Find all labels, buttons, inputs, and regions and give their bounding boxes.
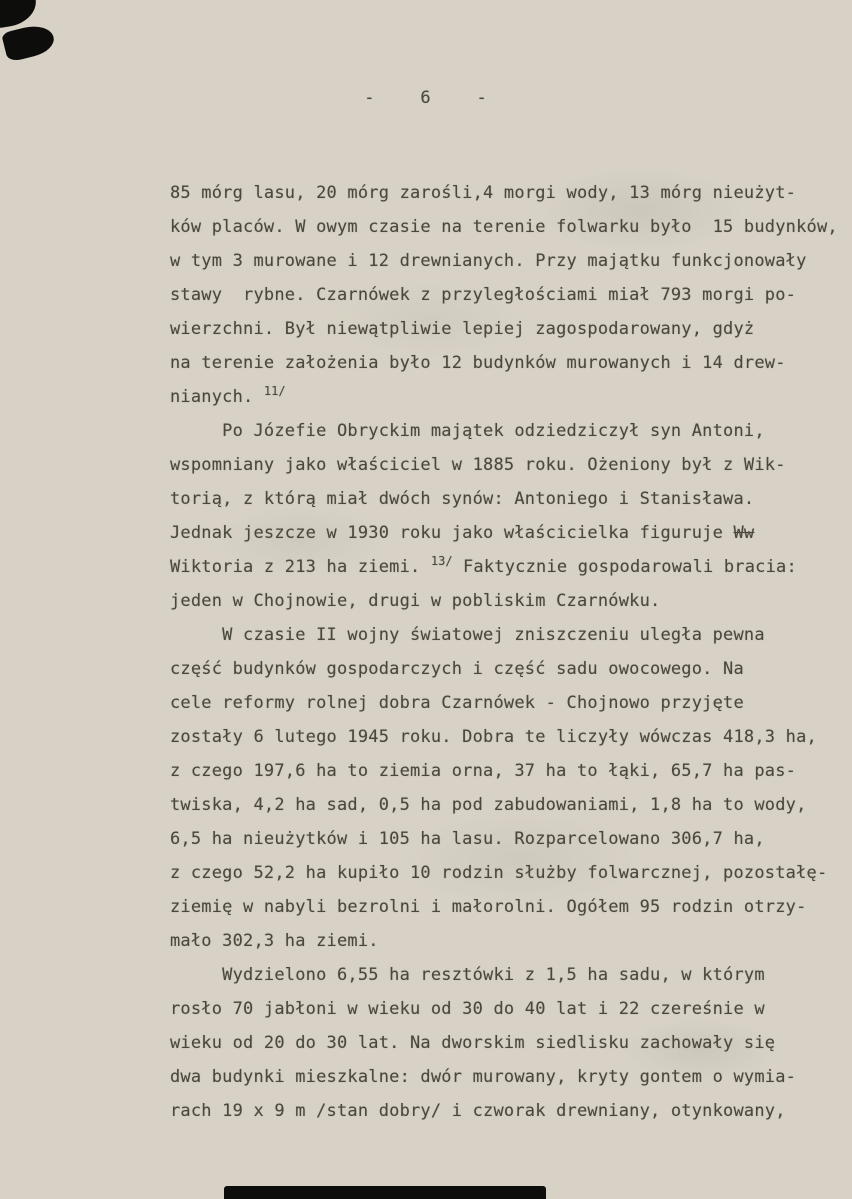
text-line: twiska, 4,2 ha sad, 0,5 ha pod zabudowaniami, 1,8 ha to wody, bbox=[170, 795, 807, 815]
text-line: na terenie założenia było 12 budynków murowanych i 14 drew- bbox=[170, 353, 786, 373]
footnote-ref: 13/ bbox=[430, 554, 453, 568]
text-line: Wiktoria z 213 ha ziemi. $^{13/}$ Faktycznie gospodarowali bracia: bbox=[170, 554, 797, 577]
text-line: nianych. $^{11/}$ bbox=[170, 384, 286, 407]
text-line: W czasie II wojny światowej zniszczeniu uległa pewna bbox=[170, 625, 765, 645]
text-line: torią, z którą miał dwóch synów: Antoniego i Stanisława. bbox=[170, 489, 755, 509]
text-line: stawy rybne. Czarnówek z przyległościami miał 793 morgi po- bbox=[170, 285, 797, 305]
paragraph bbox=[170, 618, 852, 958]
paragraph bbox=[170, 176, 852, 414]
text-line: Po Józefie Obryckim majątek odziedziczył syn Antoni, bbox=[170, 421, 765, 441]
text-line: z czego 52,2 ha kupiło 10 rodzin służby folwarcznej, pozostałę- bbox=[170, 863, 828, 883]
scan-artifact-corner-top bbox=[0, 0, 39, 28]
text-line: wieku od 20 do 30 lat. Na dworskim siedlisku zachowały się bbox=[170, 1033, 776, 1053]
paragraph bbox=[170, 414, 852, 618]
text-line: zostały 6 lutego 1945 roku. Dobra te liczyły wówczas 418,3 ha, bbox=[170, 727, 817, 747]
text-line: mało 302,3 ha ziemi. bbox=[170, 931, 379, 951]
text-line: Jednak jeszcze w 1930 roku jako właścicielka figuruje Ww bbox=[170, 523, 755, 543]
text-line: ziemię w nabyli bezrolni i małorolni. Ogółem 95 rodzin otrzy- bbox=[170, 897, 807, 917]
scan-artifact-bottom-bar bbox=[224, 1186, 546, 1199]
text-line: wspomniany jako właściciel w 1885 roku. Ożeniony był z Wik- bbox=[170, 455, 786, 475]
text-line: 6,5 ha nieużytków i 105 ha lasu. Rozparcelowano 306,7 ha, bbox=[170, 829, 765, 849]
text-line: wierzchni. Był niewątpliwie lepiej zagospodarowany, gdyż bbox=[170, 319, 755, 339]
text-line: ków placów. W owym czasie na terenie folwarku było 15 budynków, bbox=[170, 217, 838, 237]
text-line: rach 19 x 9 m /stan dobry/ i czworak drewniany, otynkowany, bbox=[170, 1101, 786, 1121]
scan-artifact-corner-lower bbox=[1, 21, 57, 62]
text-line: dwa budynki mieszkalne: dwór murowany, kryty gontem o wymia- bbox=[170, 1067, 797, 1087]
text-line: Wydzielono 6,55 ha resztówki z 1,5 ha sadu, w którym bbox=[170, 965, 765, 985]
paragraph bbox=[170, 958, 852, 1128]
text-line: w tym 3 murowane i 12 drewnianych. Przy majątku funkcjonowały bbox=[170, 251, 807, 271]
document-body bbox=[170, 176, 852, 1128]
text-line: część budynków gospodarczych i część sadu owocowego. Na bbox=[170, 659, 744, 679]
text-line: cele reformy rolnej dobra Czarnówek - Chojnowo przyjęte bbox=[170, 693, 744, 713]
text-line: jeden w Chojnowie, drugi w pobliskim Czarnówku. bbox=[170, 591, 661, 611]
footnote-ref: 11/ bbox=[263, 384, 286, 398]
text-line: z czego 197,6 ha to ziemia orna, 37 ha to łąki, 65,7 ha pas- bbox=[170, 761, 797, 781]
text-line: 85 mórg lasu, 20 mórg zarośli,4 morgi wody, 13 mórg nieużyt- bbox=[170, 183, 797, 203]
page-number: - 6 - bbox=[364, 88, 488, 108]
struck-text: Ww bbox=[733, 523, 755, 543]
text-line: rosło 70 jabłoni w wieku od 30 do 40 lat i 22 czereśnie w bbox=[170, 999, 765, 1019]
